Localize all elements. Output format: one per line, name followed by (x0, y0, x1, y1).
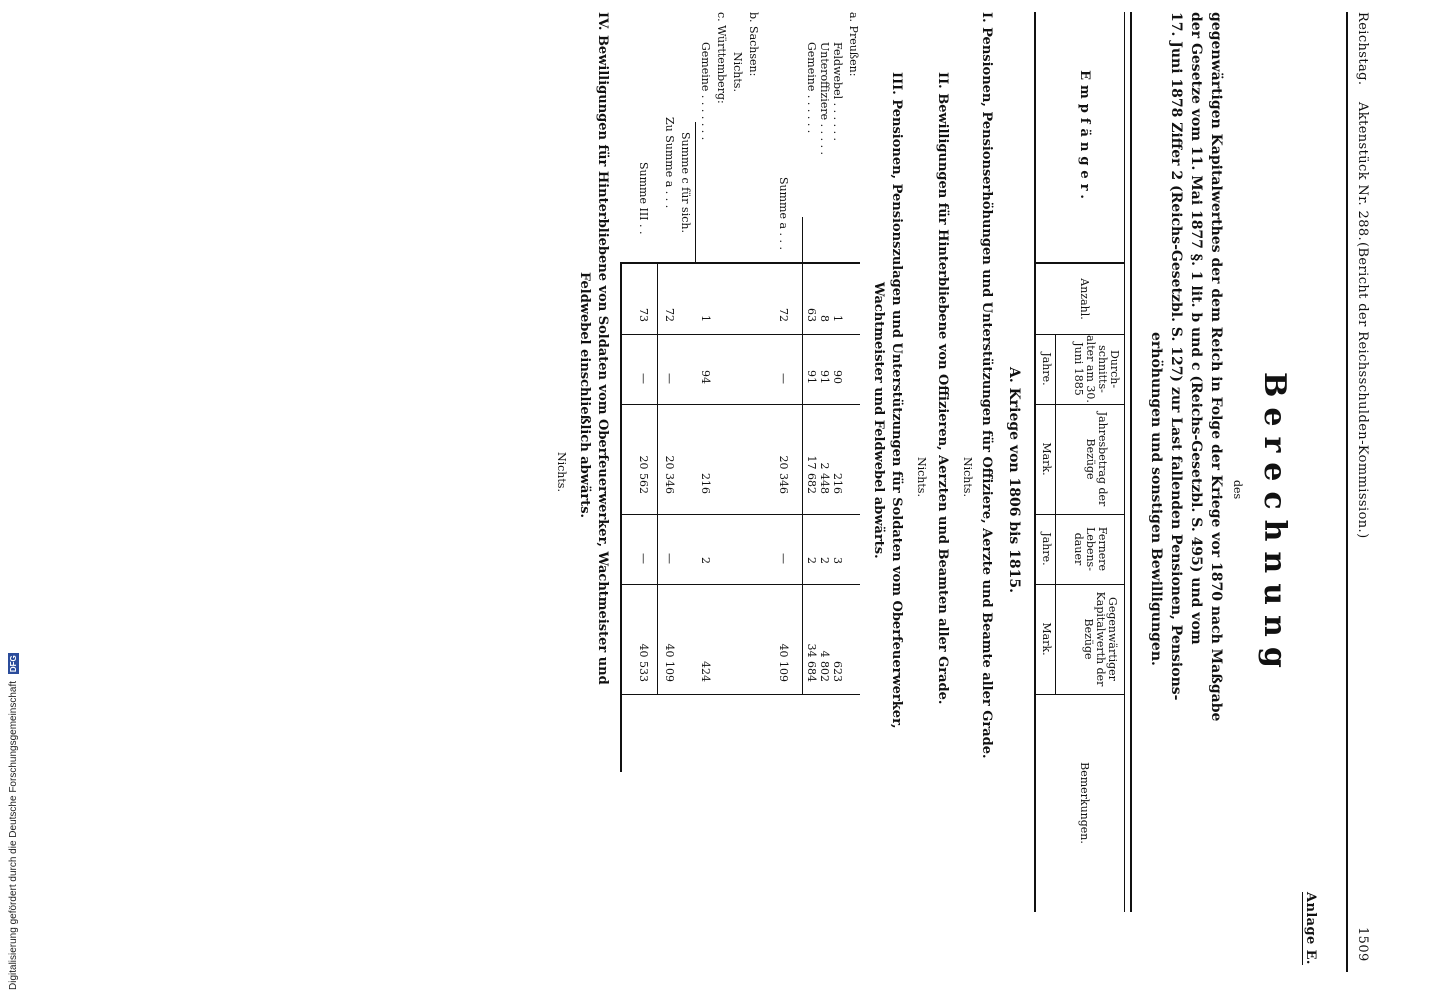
col-empfaenger: Empfänger. (1077, 70, 1092, 204)
rotated-document-sheet (50, 12, 1380, 972)
section-I-nichts: Nichts. (961, 457, 974, 497)
cell-kapitalwerth: 623 (831, 661, 844, 682)
unit-mark-2: Mark. (1040, 622, 1053, 656)
col-kapitalwerth: Gegenwärtiger Kapitalwerth der Bezüge (1082, 591, 1119, 687)
vline (620, 262, 860, 264)
col-anzahl: Anzahl. (1078, 278, 1091, 320)
cell-lebensdauer: — (663, 553, 676, 564)
col-alter: Durch-schnitts-alter am 30. Juni 1885 (1072, 335, 1121, 403)
row-label: Summe a . . . (777, 177, 790, 251)
row-a-label: a. Preußen: (847, 12, 860, 77)
title-des: des (1231, 480, 1244, 500)
vline (1036, 584, 1124, 585)
vline (620, 334, 860, 335)
cell-jahresbetrag: 20 346 (777, 455, 790, 494)
anlage-label: Anlage E. (1303, 892, 1318, 965)
vline (1036, 262, 1124, 264)
cell-kapitalwerth: 40 109 (777, 643, 790, 682)
row-label: Gemeine . . . . . . (805, 42, 818, 134)
cell-anzahl: 72 (777, 308, 790, 322)
intro-line-3: 17. Juni 1878 Ziffer 2 (Reichs-Gesetzbl. S. 127) zur Last fallenden Pensionen, Pensions- (1168, 12, 1184, 701)
unit-jahre: Jahre. (1040, 352, 1053, 386)
cell-lebensdauer: 3 (831, 557, 844, 564)
cell-jahresbetrag: 20 562 (637, 455, 650, 494)
cell-lebensdauer: — (637, 553, 650, 564)
cell-alter: — (777, 373, 790, 384)
cell-jahresbetrag: 216 (699, 473, 712, 494)
cell-lebensdauer: 2 (805, 557, 818, 564)
vline (1036, 334, 1124, 335)
col-lebensdauer: Fernere Lebens-dauer (1072, 526, 1109, 572)
table-head-bottom-rule (1034, 12, 1036, 912)
vline (620, 514, 860, 515)
section-III-heading-2: Wachtmeister und Feldwebel abwärts. (871, 282, 886, 559)
header-rule (1346, 12, 1348, 972)
section-IV-heading-2: Feldwebel einschließlich abwärts. (577, 272, 592, 519)
cell-jahresbetrag: 20 346 (663, 455, 676, 494)
cell-jahresbetrag: 216 (831, 473, 844, 494)
section-II-nichts: Nichts. (915, 457, 928, 497)
section-II-heading: II. Bewilligungen für Hinterbliebene von Offizieren, Aerzten und Beamten aller Grade. (935, 72, 950, 705)
cell-lebensdauer: 2 (818, 557, 831, 564)
unit-rule (1055, 334, 1056, 694)
cell-alter: 94 (699, 370, 712, 384)
intro-line-4: erhöhungen und sonstigen Bewilligungen. (1148, 332, 1164, 666)
cell-alter: 90 (831, 370, 844, 384)
cell-lebensdauer: 2 (699, 557, 712, 564)
page-title: Berechnung (1257, 372, 1292, 678)
intro-line-2: der Gesetze vom 11. Mai 1877 §. 1 lit. b und c (Reichs-Gesetzbl. S. 495) und vom (1188, 12, 1204, 645)
cell-alter: — (637, 373, 650, 384)
page-number: 1509 (1355, 927, 1370, 962)
row-label: Summe III . . (637, 162, 650, 235)
dfg-logo: DFG (9, 655, 18, 673)
row-label: Unteroffiziere . . . . . (818, 42, 831, 156)
cell-lebensdauer: — (777, 553, 790, 564)
sum-rule (802, 217, 803, 694)
row-b-label: b. Sachsen: (747, 12, 760, 77)
cell-anzahl: 63 (805, 308, 818, 322)
col-bemerkungen: Bemerkungen. (1078, 762, 1091, 844)
table-bottom-rule (620, 262, 622, 772)
cell-kapitalwerth: 40 533 (637, 643, 650, 682)
section-I-heading: I. Pensionen, Pensionserhöhungen und Unterstützungen für Offiziere, Aerzte und Beamte aller Grade. (979, 12, 994, 759)
table-top-rule (1130, 12, 1132, 912)
footer-text: Digitalisierung gefördert durch die Deutsche Forschungsgemeinschaft (8, 680, 19, 990)
vline (620, 404, 860, 405)
table-top-rule-2 (1124, 12, 1125, 912)
digitization-footer (8, 653, 19, 990)
col-jahresbetrag: Jahresbetrag der Bezüge (1084, 411, 1109, 507)
running-header-left: Reichstag. (1355, 12, 1370, 86)
cell-alter: — (663, 373, 676, 384)
vline (1036, 514, 1124, 515)
unit-jahre-2: Jahre. (1040, 532, 1053, 566)
sum-rule-c (695, 122, 696, 262)
cell-kapitalwerth: 34 684 (805, 643, 818, 682)
row-summe-c: Summe c für sich. (679, 132, 692, 233)
row-label: Zu Summe a . . . (663, 117, 676, 209)
cell-alter: 91 (818, 370, 831, 384)
section-IV-nichts: Nichts. (555, 452, 568, 492)
section-IV-heading-1: IV. Bewilligungen für Hinterbliebene von Soldaten vom Oberfeuerwerker, Wachtmeister und (595, 12, 610, 685)
vline (1036, 404, 1124, 405)
unit-mark: Mark. (1040, 442, 1053, 476)
section-a-heading: A. Kriege von 1806 bis 1815. (1006, 367, 1022, 594)
sum-rule-III (657, 262, 658, 694)
row-label: Feldwebel . . . . . . (831, 42, 844, 142)
cell-jahresbetrag: 17 682 (805, 455, 818, 494)
vline (620, 584, 860, 585)
cell-anzahl: 72 (663, 308, 676, 322)
cell-anzahl: 73 (637, 308, 650, 322)
section-III-heading-1: III. Pensionen, Pensionszulagen und Unterstützungen für Soldaten vom Oberfeuerwerker, (889, 72, 904, 729)
running-header-paren: (Bericht der Reichsschulden-Kommission.) (1355, 242, 1370, 539)
row-label: Gemeine . . . . . . . (699, 42, 712, 141)
vline (1036, 694, 1124, 695)
cell-alter: 91 (805, 370, 818, 384)
cell-anzahl: 1 (831, 315, 844, 322)
row-b-nichts: Nichts. (731, 52, 744, 92)
intro-line-1: gegenwärtigen Kapitalwerthes der dem Reich in Folge der Kriege vor 1870 nach Maßgabe (1208, 12, 1224, 722)
vline (620, 694, 860, 695)
cell-anzahl: 8 (818, 315, 831, 322)
cell-kapitalwerth: 40 109 (663, 643, 676, 682)
cell-kapitalwerth: 4 802 (818, 650, 831, 682)
row-c-label: c. Württemberg: (715, 12, 728, 104)
cell-anzahl: 1 (699, 315, 712, 322)
cell-jahresbetrag: 2 448 (818, 462, 831, 494)
cell-kapitalwerth: 424 (699, 661, 712, 682)
running-header-doc: Aktenstück Nr. 288. (1355, 102, 1370, 242)
